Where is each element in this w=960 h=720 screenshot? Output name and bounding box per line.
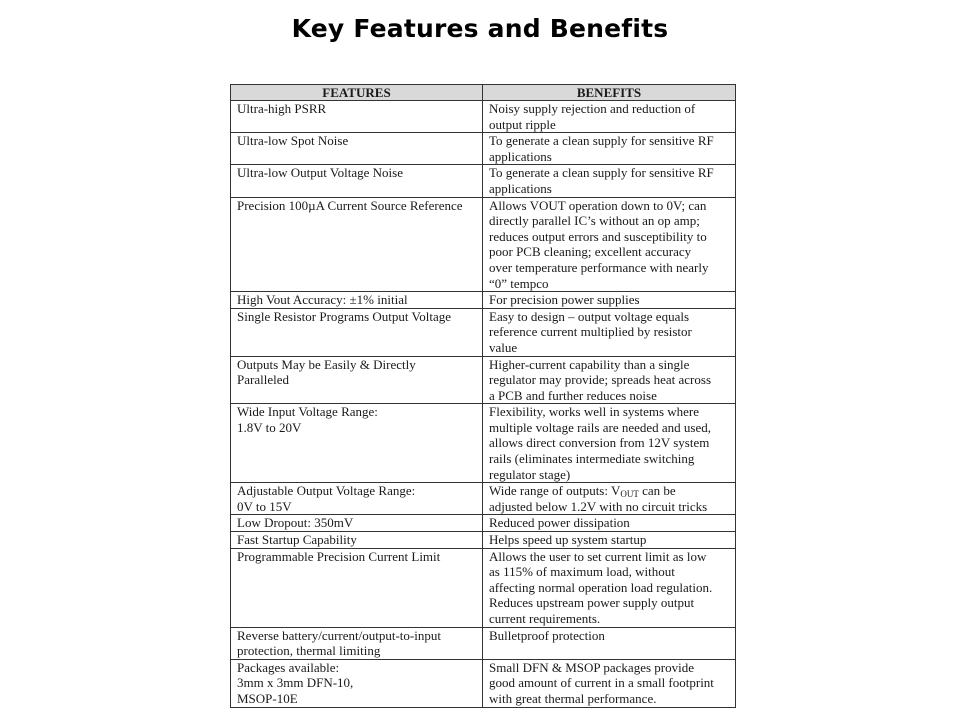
- table-row: [231, 548, 736, 627]
- benefit-cell: Noisy supply rejection and reduction of output ripple: [483, 101, 736, 133]
- benefit-cell: Reduced power dissipation: [483, 515, 736, 532]
- benefit-cell: To generate a clean supply for sensitive RF applications: [483, 133, 736, 165]
- table-row: [231, 483, 736, 515]
- benefit-cell: [483, 483, 736, 515]
- feature-cell: Low Dropout: 350mV: [231, 515, 483, 532]
- feature-cell: Reverse battery/current/output-to-input protection, thermal limiting: [231, 627, 483, 659]
- table-row: [231, 133, 736, 165]
- column-header-benefits: BENEFITS: [483, 85, 736, 101]
- feature-cell: Packages available: 3mm x 3mm DFN-10, MSOP-10E: [231, 659, 483, 707]
- feature-cell: Adjustable Output Voltage Range: 0V to 15V: [231, 483, 483, 515]
- feature-cell: Precision 100µA Current Source Reference: [231, 197, 483, 292]
- feature-cell: Programmable Precision Current Limit: [231, 548, 483, 627]
- vout-subscript: OUT: [620, 489, 639, 500]
- feature-cell: Ultra-low Output Voltage Noise: [231, 165, 483, 197]
- feature-cell: Wide Input Voltage Range: 1.8V to 20V: [231, 404, 483, 483]
- table-header-row: [231, 85, 736, 101]
- feature-cell: Single Resistor Programs Output Voltage: [231, 308, 483, 356]
- feature-cell: Fast Startup Capability: [231, 532, 483, 549]
- benefit-text-end: can be adjusted below 1.2V with no circuit tricks: [489, 483, 708, 514]
- benefit-cell: Small DFN & MSOP packages provide good amount of current in a small footprint with great thermal performance.: [483, 659, 736, 707]
- table-row: [231, 101, 736, 133]
- benefit-cell: For precision power supplies: [483, 292, 736, 309]
- benefit-cell: Bulletproof protection: [483, 627, 736, 659]
- benefit-cell: Higher-current capability than a single regulator may provide; spreads heat across a PCB and further reduces noise: [483, 356, 736, 404]
- benefit-cell: Easy to design – output voltage equals reference current multiplied by resistor value: [483, 308, 736, 356]
- benefit-cell: Helps speed up system startup: [483, 532, 736, 549]
- benefit-text-start: Wide range of outputs: V: [489, 483, 621, 499]
- benefit-cell: Allows the user to set current limit as low as 115% of maximum load, without affecting normal operation load regulation. Reduces upstream power supply output current requirements.: [483, 548, 736, 627]
- feature-cell: Ultra-low Spot Noise: [231, 133, 483, 165]
- feature-cell: High Vout Accuracy: ±1% initial: [231, 292, 483, 309]
- table-row: [231, 165, 736, 197]
- table-row: [231, 292, 736, 309]
- table-row: [231, 532, 736, 549]
- table-row: [231, 627, 736, 659]
- page-title: Key Features and Benefits: [291, 14, 669, 43]
- column-header-features: FEATURES: [231, 85, 483, 101]
- table-row: [231, 197, 736, 292]
- benefit-cell: Flexibility, works well in systems where multiple voltage rails are needed and used, allows direct conversion from 12V system rails (eliminates intermediate switching regulator stage): [483, 404, 736, 483]
- feature-cell: Ultra-high PSRR: [231, 101, 483, 133]
- table-row: [231, 356, 736, 404]
- table-row: [231, 308, 736, 356]
- table-row: [231, 404, 736, 483]
- table-row: [231, 515, 736, 532]
- table-row: [231, 659, 736, 707]
- feature-cell: Outputs May be Easily & Directly Paralleled: [231, 356, 483, 404]
- benefit-cell: To generate a clean supply for sensitive RF applications: [483, 165, 736, 197]
- features-benefits-table: [230, 84, 736, 708]
- benefit-cell: Allows VOUT operation down to 0V; can directly parallel IC’s without an op amp; reduces output errors and susceptibility to poor PCB cleaning; excellent accuracy over temperature performance with nearly “0” tempco: [483, 197, 736, 292]
